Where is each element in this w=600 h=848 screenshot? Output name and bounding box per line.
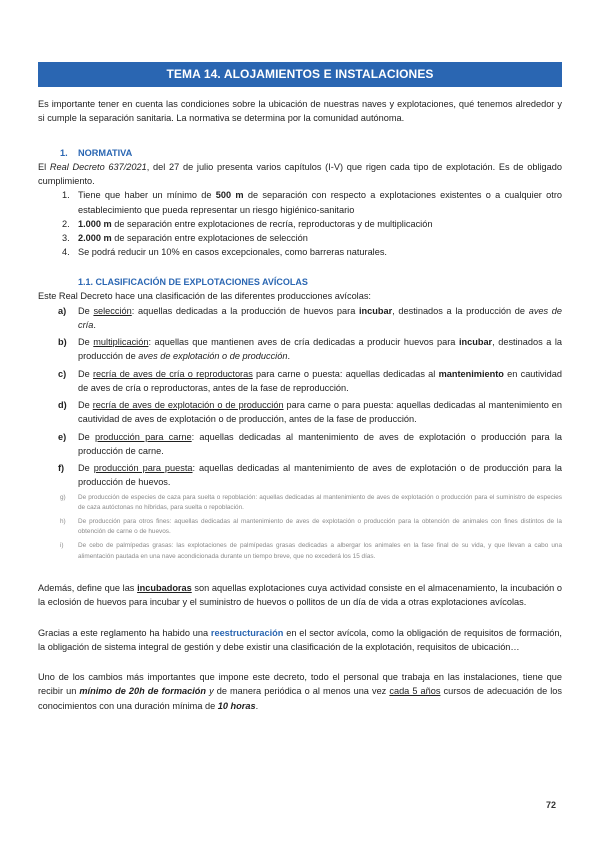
chapter-title-banner: TEMA 14. ALOJAMIENTOS E INSTALACIONES: [38, 62, 562, 87]
list-item: d) De recría de aves de explotación o de producción para carne o para puesta: aquellas dedicadas al mantenimiento en cautividad de aves de explotación o de producción, antes de la fase de producción.: [58, 400, 562, 425]
list-item: e) De producción para carne: aquellas dedicadas al mantenimiento de aves de explotación o producción para la producción de carne.: [58, 431, 562, 456]
list-item: i) De cebo de palmípedas grasas: las explotaciones de palmípedas grasas dedicadas a albergar los animales en la fase final de su vida, y que llevan a cabo una alimentación pautada en una nave acondicionada durante un tiempo breve, que no excederá los 15 días.: [60, 541, 562, 560]
reestructuracion-paragraph: Gracias a este reglamento ha habido una reestructuración en el sector avícola, como la obligación de requisitos de formación, la obligación de sistema integral de gestión y debe existir una clasificación de la explotación, requisitos de ubicación…: [38, 627, 562, 652]
formacion-paragraph: Uno de los cambios más importantes que impone este decreto, todo el personal que trabaja en las instalaciones, tiene que recibir un mínimo de 20h de formación y de manera periódica o al menos una vez cada 5 años cursos de adecuación de los conocimientos con una duración mínima de 10 horas.: [38, 672, 563, 711]
additional-classification-list: [38, 493, 562, 562]
intro-paragraph: Es importante tener en cuenta las condiciones sobre la ubicación de nuestras naves y explotaciones, qué tenemos alrededor y si cumple la separación sanitaria. La normativa se determina por la comunidad autónoma.: [38, 99, 562, 124]
list-item: h) De producción para otros fines: aquellas dedicadas al mantenimiento de aves de explotación o producción para la obtención de animales con fines distintos de la obtención de carne o de huevos.: [60, 517, 562, 536]
list-item: b) De multiplicación: aquellas que mantienen aves de cría dedicadas a producir huevos para incubar, destinados a la producción de aves de explotación o de producción.: [58, 337, 562, 362]
list-item: g) De producción de especies de caza para suelta o repoblación: aquellas dedicadas al mantenimiento de aves de explotación o producción para el suministro de especies de caza autóctonas no híbridas, para suelta o repoblación.: [60, 493, 562, 512]
incubadoras-paragraph: Además, define que las incubadoras son aquellas explotaciones cuya actividad consiste en el almacenamiento, la incubación o la eclosión de huevos para incubar y el suministro de huevos o pollitos de un día de vida a otras explotaciones avícolas.: [38, 583, 563, 608]
separation-rules-list: [38, 188, 562, 259]
page-content: [38, 97, 562, 713]
decree-paragraph: El Real Decreto 637/2021, del 27 de julio presenta varios capítulos (I-V) que rigen cada tipo de explotación. Es de obligado cumplimiento.: [38, 161, 562, 186]
list-item: f) De producción para puesta: aquellas dedicadas al mantenimiento de aves de explotación o de producción para la producción de huevos.: [58, 463, 562, 488]
list-item: 1. Tiene que haber un mínimo de 500 m de separación con respecto a explotaciones existentes o a cualquier otro establecimiento que pueda representar un riesgo higiénico-sanitario: [62, 190, 562, 215]
section-title: NORMATIVA: [78, 147, 133, 158]
list-item: 4. Se podrá reducir un 10% en casos excepcionales, como barreras naturales.: [62, 247, 387, 258]
section-number: 1.: [60, 147, 68, 158]
list-item: 2. 1.000 m de separación entre explotaciones de recría, reproductoras y de multiplicación: [62, 218, 433, 229]
classification-intro: Este Real Decreto hace una clasificación de las diferentes producciones avícolas:: [38, 291, 371, 302]
page-number: 72: [545, 800, 556, 810]
list-item: 3. 2.000 m de separación entre explotaciones de selección: [62, 233, 308, 243]
section-heading-normativa: [38, 146, 562, 160]
list-item: c) De recría de aves de cría o reproductoras para carne o puesta: aquellas dedicadas al mantenimiento en cautividad de aves de cría o reproductoras, antes de la fase de reproducción.: [58, 368, 562, 393]
subsection-heading-clasificacion: 1.1. CLASIFICACIÓN DE EXPLOTACIONES AVÍCOLAS: [78, 276, 308, 287]
classification-list: [38, 304, 562, 490]
list-item: a) De selección: aquellas dedicadas a la producción de huevos para incubar, destinados a la producción de aves de cría.: [58, 305, 563, 330]
decree-name: Real Decreto 637/2021: [49, 161, 147, 172]
